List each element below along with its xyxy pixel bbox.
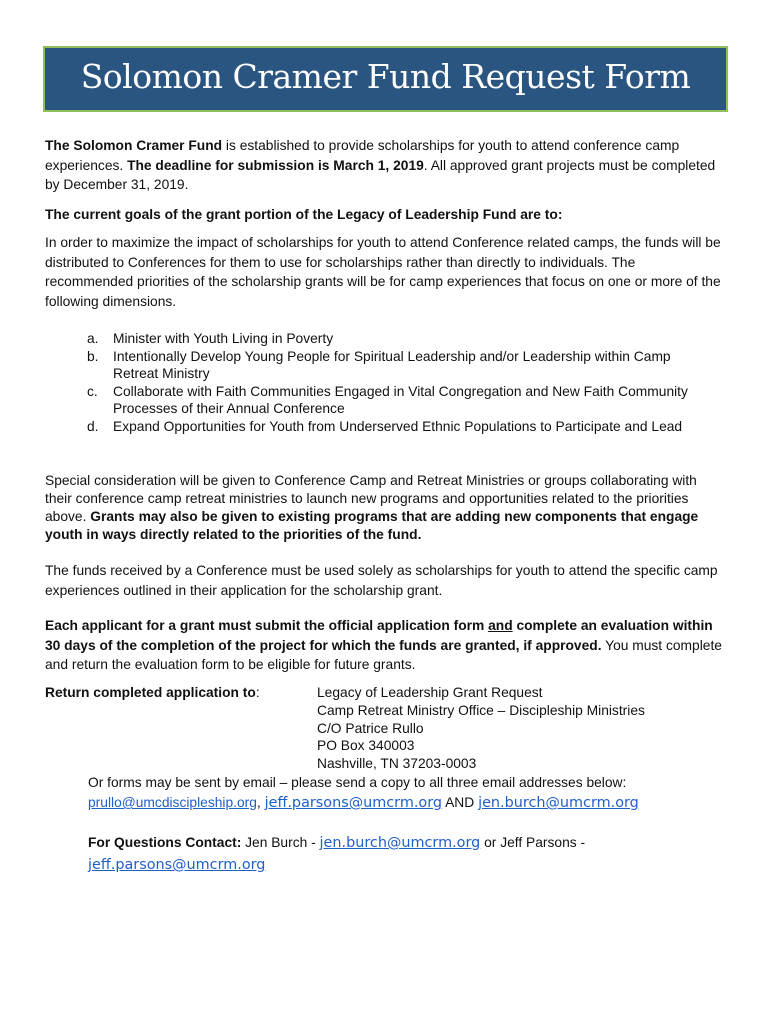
- contact-name-1: Jen Burch -: [241, 835, 320, 850]
- special-bold-text: Grants may also be given to existing programs that are adding new components that engage youth in ways directly related to the priorities of the fund.: [45, 509, 699, 542]
- email-link-jeff-parsons[interactable]: jeff.parsons@umcrm.org: [264, 795, 443, 811]
- return-label: Return completed application to: [45, 685, 256, 700]
- email-link-jen-burch[interactable]: jen.burch@umcrm.org: [478, 795, 639, 811]
- priorities-list: [87, 330, 712, 435]
- applicant-paragraph: [45, 616, 725, 675]
- list-item: [87, 330, 712, 348]
- goals-paragraph: In order to maximize the impact of scholarships for youth to attend Conference related camps, the funds will be distributed to Conferences for them to use for scholarships rather than directly to individuals. The recommended priorities of the scholarship grants will be for camp experiences that focus on one or more of the following dimensions.: [45, 235, 721, 309]
- intro-text: is established to provide scholarships for youth to attend conference camp experiences.: [45, 138, 680, 173]
- contact-mid: or Jeff Parsons -: [480, 835, 586, 850]
- applicant-bold-2: complete an evaluation within 30 days of the completion of the project for which the funds are granted, if approved.: [45, 618, 713, 653]
- list-item-text: Intentionally Develop Young People for Spiritual Leadership and/or Leadership within Camp Retreat Ministry: [113, 348, 671, 381]
- email-list: [88, 793, 728, 813]
- return-label-line: [45, 683, 305, 703]
- applicant-bold-1: Each applicant for a grant must submit the official application form: [45, 618, 489, 633]
- list-marker: b.: [87, 348, 99, 364]
- list-marker: a.: [87, 331, 99, 346]
- contact-paragraph: [88, 832, 728, 876]
- deadline-text: The deadline for submission is March 1, 2019: [127, 157, 424, 173]
- special-consideration-paragraph: [45, 472, 725, 544]
- page-title: Solomon Cramer Fund Request Form: [80, 57, 691, 96]
- list-item: [87, 383, 712, 418]
- address-line: Camp Retreat Ministry Office – Discipleship Ministries: [317, 702, 645, 718]
- contact-email-jen-burch[interactable]: jen.burch@umcrm.org: [319, 835, 481, 851]
- return-address: [317, 684, 645, 773]
- contact-email-jeff-parsons[interactable]: jeff.parsons@umcrm.org: [88, 857, 266, 873]
- list-item-text: Minister with Youth Living in Poverty: [113, 331, 334, 346]
- list-marker: d.: [87, 418, 99, 434]
- special-text: Special consideration will be given to Conference Camp and Retreat Ministries or groups collaborating with their conference camp retreat ministries to launch new programs and opportunities related to the priorities above.: [45, 473, 697, 524]
- funds-paragraph: The funds received by a Conference must be used solely as scholarships for youth to attend the specific camp experiences outlined in their application for the scholarship grant.: [45, 563, 718, 598]
- email-separator: ,: [256, 795, 265, 810]
- title-banner: [43, 46, 728, 112]
- intro-paragraph: [45, 136, 725, 195]
- address-line: C/O Patrice Rullo: [317, 720, 424, 736]
- email-and: AND: [442, 795, 479, 810]
- fund-name: The Solomon Cramer Fund: [45, 138, 223, 153]
- address-line: Legacy of Leadership Grant Request: [317, 685, 543, 700]
- address-line: Nashville, TN 37203-0003: [317, 756, 477, 772]
- list-item-text: Expand Opportunities for Youth from Underserved Ethnic Populations to Participate and Lead: [113, 418, 683, 434]
- address-line: PO Box 340003: [317, 738, 415, 754]
- applicant-text: You must complete and return the evaluation form to be eligible for future grants.: [45, 637, 722, 672]
- list-item: [87, 348, 712, 383]
- list-item: [87, 418, 712, 436]
- return-colon: :: [255, 685, 260, 700]
- email-link-prullo[interactable]: prullo@umcdiscipleship.org: [88, 795, 257, 810]
- intro-text-2: . All approved grant projects must be completed by December 31, 2019.: [45, 157, 716, 192]
- email-note: Or forms may be sent by email – please send a copy to all three email addresses below:: [88, 775, 627, 790]
- contact-label: For Questions Contact:: [88, 835, 242, 850]
- goals-heading: The current goals of the grant portion of the Legacy of Leadership Fund are to:: [45, 207, 563, 222]
- and-underlined: and: [488, 618, 513, 633]
- list-item-text: Collaborate with Faith Communities Engaged in Vital Congregation and New Faith Community Processes of their Annual Conference: [113, 383, 688, 416]
- list-marker: c.: [87, 383, 98, 399]
